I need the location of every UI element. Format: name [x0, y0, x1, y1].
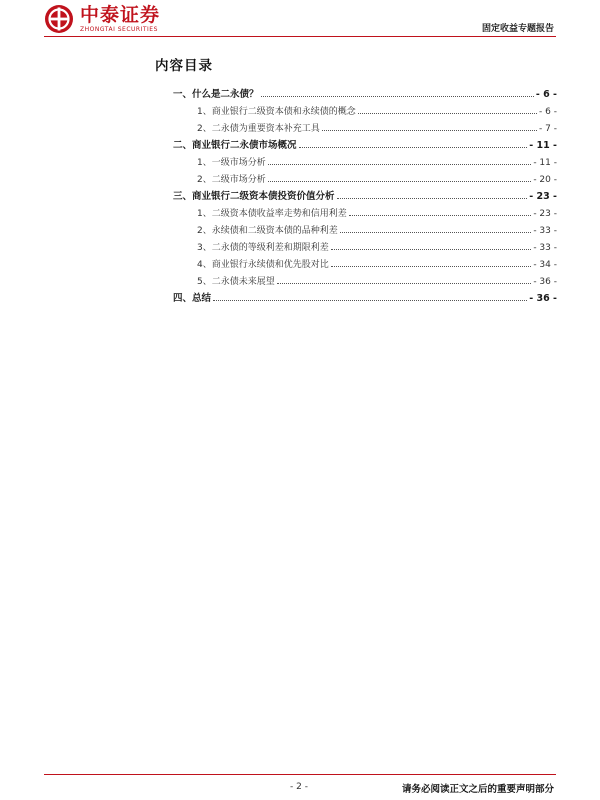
toc-entry-page: - 7 - [539, 124, 557, 134]
toc-entry-label: 5、二永债未来展望 [197, 277, 275, 287]
toc-entry-page: - 34 - [533, 260, 557, 270]
table-of-contents [173, 83, 557, 304]
toc-entry[interactable] [173, 151, 557, 168]
toc-entry[interactable] [173, 117, 557, 134]
toc-entry-page: - 36 - [529, 293, 557, 304]
report-type: 固定收益专题报告 [481, 24, 554, 34]
toc-entry-label: 2、永续债和二级资本债的品种利差 [197, 226, 338, 236]
toc-entry-label: 二、商业银行二永债市场概况 [173, 140, 297, 151]
toc-entry-page: - 6 - [535, 89, 557, 100]
toc-entry[interactable] [173, 134, 557, 151]
toc-entry[interactable] [173, 253, 557, 270]
toc-entry[interactable] [173, 270, 557, 287]
toc-leader-dots [331, 249, 532, 250]
toc-entry[interactable] [173, 100, 557, 117]
toc-leader-dots [299, 147, 528, 148]
brand-logo [44, 4, 160, 34]
toc-entry-label: 一、什么是二永债？ [173, 89, 259, 100]
toc-entry[interactable] [173, 287, 557, 304]
brand-name-en: ZHONGTAI SECURITIES [80, 26, 158, 33]
toc-entry-label: 2、二级市场分析 [197, 175, 266, 185]
toc-leader-dots [337, 198, 528, 199]
toc-entry-page: - 11 - [529, 140, 557, 151]
toc-entry[interactable] [173, 219, 557, 236]
toc-title: 内容目录 [155, 58, 213, 74]
toc-leader-dots [349, 215, 532, 216]
toc-entry[interactable] [173, 185, 557, 202]
toc-entry-label: 1、商业银行二级资本债和永续债的概念 [197, 107, 356, 117]
toc-entry-page: - 33 - [533, 243, 557, 253]
toc-entry-page: - 23 - [529, 191, 557, 202]
toc-leader-dots [268, 164, 532, 165]
toc-leader-dots [331, 266, 532, 267]
header-divider [44, 36, 556, 37]
toc-entry[interactable] [173, 202, 557, 219]
page-number: - 2 - [290, 782, 308, 792]
toc-entry-label: 4、商业银行永续债和优先股对比 [197, 260, 329, 270]
footer-divider [44, 774, 556, 775]
toc-entry-label: 1、一级市场分析 [197, 158, 266, 168]
toc-leader-dots [322, 130, 537, 131]
toc-entry-label: 三、商业银行二级资本债投资价值分析 [173, 191, 335, 202]
toc-leader-dots [268, 181, 532, 182]
toc-entry[interactable] [173, 168, 557, 185]
page-header [0, 0, 600, 40]
brand-name-cn: 中泰证券 [80, 4, 161, 26]
toc-entry-label: 四、总结 [173, 293, 212, 304]
toc-leader-dots [358, 113, 537, 114]
toc-entry-label: 2、二永债为重要资本补充工具 [197, 124, 320, 134]
toc-entry-label: 3、二永债的等级利差和期限利差 [197, 243, 329, 253]
toc-leader-dots [213, 300, 527, 301]
toc-entry-page: - 20 - [533, 175, 557, 185]
toc-entry-page: - 33 - [533, 226, 557, 236]
toc-leader-dots [277, 283, 532, 284]
toc-entry-page: - 23 - [533, 209, 557, 219]
disclaimer-text: 请务必阅读正文之后的重要声明部分 [401, 784, 554, 795]
zhongtai-logo-icon [44, 4, 74, 34]
toc-leader-dots [340, 232, 532, 233]
toc-entry-page: - 36 - [533, 277, 557, 287]
toc-leader-dots [261, 96, 534, 97]
toc-entry-label: 1、二级资本债收益率走势和信用利差 [197, 209, 347, 219]
toc-entry[interactable] [173, 83, 557, 100]
toc-entry[interactable] [173, 236, 557, 253]
toc-entry-page: - 11 - [533, 158, 557, 168]
toc-entry-page: - 6 - [539, 107, 557, 117]
